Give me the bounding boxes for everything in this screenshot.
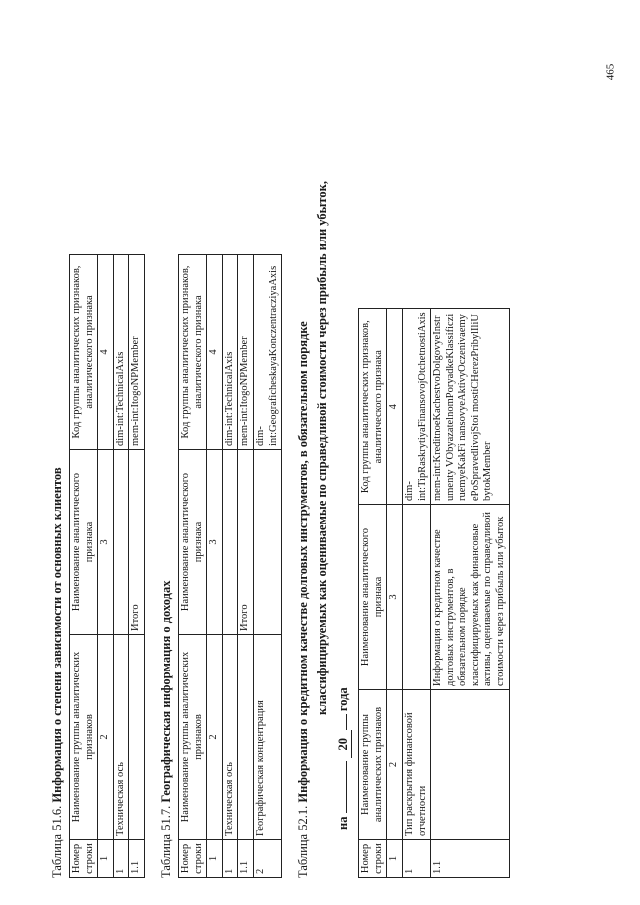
column-number: 3 xyxy=(387,505,403,690)
row-number: 2 xyxy=(253,840,281,878)
header-row xyxy=(359,309,387,878)
header-cell: Наименование аналитического признака xyxy=(359,505,387,690)
header-cell: Код группы аналитических признаков, аналитического признака xyxy=(359,309,387,505)
column-number: 4 xyxy=(207,255,223,450)
row-number: 1.1 xyxy=(431,840,510,878)
caption-line-2: классифицируемых как оцениваемые по справедливой стоимости через прибыль или убыток, xyxy=(315,181,330,715)
column-number-row xyxy=(387,309,403,878)
header-cell: Номер строки xyxy=(359,840,387,878)
page-number: 465 xyxy=(603,63,616,81)
caption-title: Географическая информация о доходах xyxy=(158,580,173,803)
year-line xyxy=(336,18,352,830)
table-51-6 xyxy=(69,254,145,878)
table-row xyxy=(113,255,129,878)
header-cell: Наименование группы аналитических признаков xyxy=(178,635,206,840)
table-52-1 xyxy=(358,308,510,878)
attribute-name xyxy=(222,450,238,635)
header-cell: Номер строки xyxy=(70,840,98,878)
header-cell: Наименование аналитического признака xyxy=(70,450,98,635)
column-number: 3 xyxy=(207,450,223,635)
table-row xyxy=(253,255,281,878)
header-cell: Номер строки xyxy=(178,840,206,878)
table-row xyxy=(238,255,254,878)
column-number-row xyxy=(207,255,223,878)
column-number: 2 xyxy=(98,635,114,840)
code: mem-int:KreditnoeKachestvoDolgovyeInstrumenty VObyazatelnomPoryadkeKlassificziruemyeKakFi nansovyeAktivyOczenivaemyePoSpravedlivojStoi mostiCHerezPribylIliUbytokMember xyxy=(431,309,510,505)
table-51-6-caption xyxy=(50,18,65,878)
table-row xyxy=(129,255,145,878)
caption-title: Информация о кредитном качестве долговых инструментов, в обязательном порядке xyxy=(296,321,311,803)
group-name xyxy=(238,635,254,840)
group-name xyxy=(129,635,145,840)
year-suffix: года xyxy=(336,687,351,712)
column-number: 1 xyxy=(98,840,114,878)
header-row xyxy=(70,255,98,878)
attribute-name: Итого xyxy=(129,450,145,635)
attribute-name xyxy=(113,450,129,635)
attribute-name: Итого xyxy=(238,450,254,635)
code: dim-int:TechnicalAxis xyxy=(113,255,129,450)
row-number: 1 xyxy=(402,840,430,878)
table-51-7 xyxy=(178,254,282,878)
code: dim-int:TechnicalAxis xyxy=(222,255,238,450)
code: dim-int:TipRaskrytiyaFinansovojOtchetnostiAxis xyxy=(402,309,430,505)
table-row xyxy=(402,309,430,878)
table-row xyxy=(431,309,510,878)
attribute-name: Информация о кредитном качестве долговых инструментов, в обязательном порядке классифицируемых как финансовые активы, оцениваемые по справедливой стоимости через прибыль или убыток xyxy=(431,505,510,690)
table-52-1-caption xyxy=(296,18,311,878)
group-name: Тип раскрытия финансовой отчетности xyxy=(402,690,430,840)
header-cell: Наименование аналитического признака xyxy=(178,450,206,635)
code: mem-int:ItogoNPMember xyxy=(238,255,254,450)
group-name: Географическая концентрация xyxy=(253,635,281,840)
date-blank xyxy=(346,761,347,813)
header-cell: Код группы аналитических признаков, аналитического признака xyxy=(70,255,98,450)
column-number: 1 xyxy=(387,840,403,878)
column-number-row xyxy=(98,255,114,878)
attribute-name xyxy=(402,505,430,690)
column-number: 3 xyxy=(98,450,114,635)
year-century: 20 xyxy=(336,730,352,758)
row-number: 1 xyxy=(113,840,129,878)
year-blank xyxy=(346,714,347,730)
header-cell: Наименование группы аналитических признаков xyxy=(359,690,387,840)
group-name: Техническая ось xyxy=(222,635,238,840)
attribute-name xyxy=(253,450,281,635)
column-number: 4 xyxy=(387,309,403,505)
header-cell: Наименование группы аналитических признаков xyxy=(70,635,98,840)
group-name: Техническая ось xyxy=(113,635,129,840)
group-name xyxy=(431,690,510,840)
caption-prefix: Таблица 51.6. xyxy=(50,805,64,878)
column-number: 2 xyxy=(207,635,223,840)
caption-prefix: Таблица 51.7. xyxy=(158,805,173,878)
column-number: 2 xyxy=(387,690,403,840)
code: mem-int:ItogoNPMember xyxy=(129,255,145,450)
rotated-page-content xyxy=(50,18,630,878)
table-51-7-caption xyxy=(159,18,174,878)
table-row xyxy=(222,255,238,878)
caption-prefix: Таблица 52.1. xyxy=(296,805,311,878)
column-number: 1 xyxy=(207,840,223,878)
caption-title: Информация о степени зависимости от основных клиентов xyxy=(50,467,64,803)
code: dim-int:GeograficheskayaKonczentracziyaAxis xyxy=(253,255,281,450)
row-number: 1 xyxy=(222,840,238,878)
row-number: 1.1 xyxy=(238,840,254,878)
header-cell: Код группы аналитических признаков, аналитического признака xyxy=(178,255,206,450)
year-prefix: на xyxy=(336,816,351,830)
row-number: 1.1 xyxy=(129,840,145,878)
column-number: 4 xyxy=(98,255,114,450)
header-row xyxy=(178,255,206,878)
